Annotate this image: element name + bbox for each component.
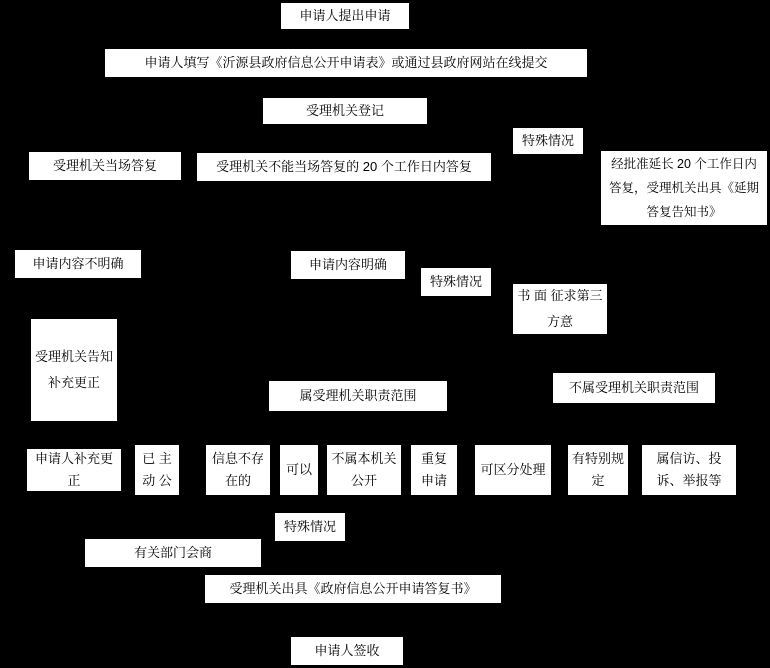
flow-node-duplicate-request: 重复申请	[410, 444, 458, 496]
flow-node-onsite-reply: 受理机关当场答复	[28, 151, 182, 181]
flow-node-agency-registration: 受理机关登记	[262, 97, 428, 125]
flow-node-issue-reply-document: 受理机关出具《政府信息公开申请答复书》	[204, 574, 502, 604]
flow-node-special-case-bottom: 特殊情况	[274, 512, 346, 542]
flow-node-outside-scope: 不属受理机关职责范围	[552, 372, 716, 404]
flow-node-already-disclosed: 已 主动 公	[134, 444, 180, 496]
flow-node-content-unclear: 申请内容不明确	[14, 249, 142, 279]
flow-node-applicant-submits: 申请人提出申请	[280, 2, 410, 30]
flow-node-special-case-top: 特殊情况	[512, 127, 584, 155]
flow-node-not-this-agency: 不属本机关公开	[326, 444, 402, 496]
flow-node-special-provision: 有特别规定	[567, 444, 629, 496]
flow-node-third-party-opinion: 书 面 征求第三方意	[512, 283, 608, 335]
flow-node-special-case-middle: 特殊情况	[420, 267, 492, 297]
flow-node-within-scope: 属受理机关职责范围	[268, 380, 448, 412]
flow-node-applicant-supplements: 申请人补充更正	[26, 448, 122, 492]
flow-node-applicant-receives: 申请人签收	[290, 636, 404, 666]
flow-node-extension-notice: 经批准延长 20 个工作日内答复，受理机关出具《延期答复告知书》	[600, 150, 768, 226]
flow-node-agency-notify-supplement: 受理机关告知补充更正	[30, 318, 118, 422]
flow-node-department-consultation: 有关部门会商	[84, 538, 262, 568]
flow-node-can-disclose: 可以	[279, 444, 319, 496]
flow-node-petition-complaint: 属信访、投诉、举报等	[641, 444, 737, 496]
flow-node-content-clear: 申请内容明确	[290, 250, 406, 280]
flow-node-fill-application-form: 申请人填写《沂源县政府信息公开申请表》或通过县政府网站在线提交	[104, 48, 588, 78]
flow-node-separable-handling: 可区分处理	[474, 444, 552, 496]
flow-node-20-working-days-reply: 受理机关不能当场答复的 20 个工作日内答复	[196, 152, 492, 182]
flow-node-info-not-exist: 信息不存在的	[205, 444, 271, 496]
